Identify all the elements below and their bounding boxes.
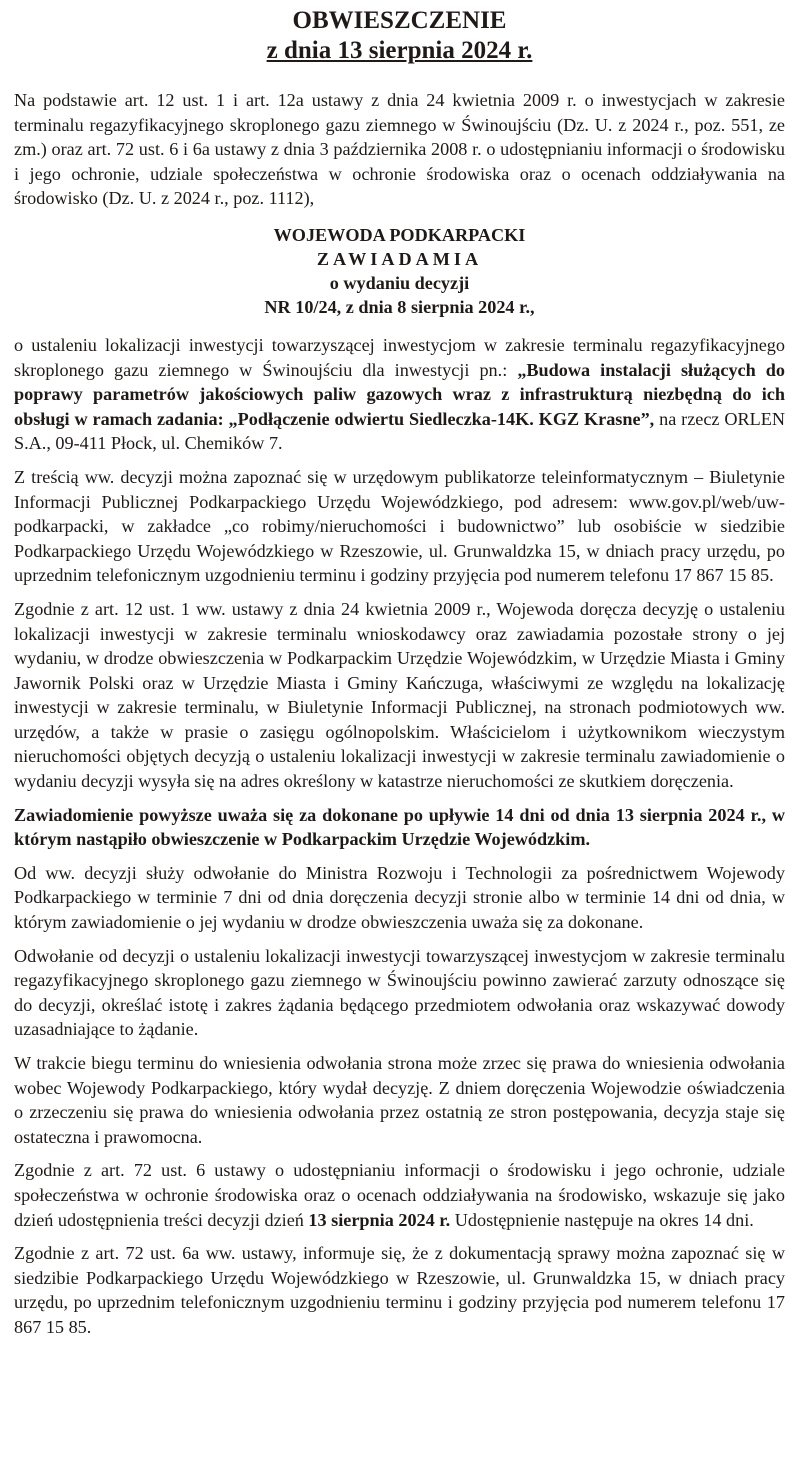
access-paragraph: Z treścią ww. decyzji można zapoznać się w urzędowym publikatorze teleinformatycznym – Biuletynie Informacji Publicznej Podkarpackiego Urzędu Wojewódzkiego, pod adresem: www.gov.pl/web/uw-podkarpacki, w zakładce „co robimy/nieruchomości i budownictwo” lub osobiście w siedzibie Podkarpackiego Urzędu Wojewódzkiego w Rzeszowie, ul. Grunwaldzka 15, w dniach pracy urzędu, po uprzednim telefonicznym uzgodnieniu terminu i godziny przyjęcia pod numerem telefonu 17 867 15 85. bbox=[14, 466, 785, 586]
decision-subject-text: o ustaleniu lokalizacji inwestycji towarzyszącej inwestycjom w zakresie terminalu regazyfikacyjnego skroplonego gazu ziemnego w Świnoujściu dla inwestycji pn.: bbox=[14, 334, 785, 380]
decision-subject-paragraph bbox=[14, 333, 785, 456]
decision-issued-line: o wydaniu decyzji bbox=[329, 272, 470, 293]
legal-basis-paragraph: Na podstawie art. 12 ust. 1 i art. 12a ustawy z dnia 24 kwietnia 2009 r. o inwestycjach w zakresie terminalu regazyfikacyjnego skroplonego gazu ziemnego w Świnoujściu (Dz. U. z 2024 r., poz. 551, ze zm.) oraz art. 72 ust. 6 i 6a ustawy z dnia 3 października 2008 r. o udostępnianiu informacji o środowisku i jego ochronie, udziale społeczeństwa w ochronie środowiska oraz o ocenach oddziaływania na środowisko (Dz. U. z 2024 r., poz. 1112), bbox=[14, 90, 785, 209]
availability-period-text: Udostępnienie następuje na okres 14 dni. bbox=[450, 1209, 754, 1230]
authority-name: WOJEWODA PODKARPACKI bbox=[273, 224, 526, 245]
availability-date: 13 sierpnia 2024 r. bbox=[308, 1209, 451, 1230]
announces-heading: ZAWIADAMIA bbox=[316, 248, 483, 269]
art72-6-text: Zgodnie z art. 72 ust. 6 ustawy o udostępnianiu informacji o środowisku i jego ochronie, udziale społeczeństwa w ochronie środowiska oraz o ocenach oddziaływania na środowisko, wskazuje się jako dzień udostępnienia treści decyzji dzień bbox=[14, 1160, 785, 1230]
notice-effective-text: Zawiadomienie powyższe uważa się za dokonane po upływie 14 dni od dnia 13 sierpnia 2024 r., w którym nastąpiło obwieszczenie w Podkarpackim Urzędzie Wojewódzkim. bbox=[14, 804, 785, 850]
appeal-paragraph: Od ww. decyzji służy odwołanie do Ministra Rozwoju i Technologii za pośrednictwem Wojewody Podkarpackiego w terminie 7 dni od dnia doręczenia decyzji stronie albo w terminie 14 dni od dnia, w którym zawiadomienie o jej wydaniu w drodze obwieszczenia uważa się za dokonane. bbox=[14, 862, 785, 933]
document-date: z dnia 13 sierpnia 2024 r. bbox=[266, 37, 533, 64]
art72-6a-paragraph: Zgodnie z art. 72 ust. 6a ww. ustawy, informuje się, że z dokumentacją sprawy można zapoznać się w siedzibie Podkarpackiego Urzędu Wojewódzkiego w Rzeszowie, ul. Grunwaldzka 15, w dniach pracy urzędu, po uprzednim telefonicznym uzgodnieniu terminu i godziny przyjęcia pod numerem telefonu 17 867 15 85. bbox=[14, 1243, 785, 1337]
waiver-paragraph: W trakcie biegu terminu do wniesienia odwołania strona może zrzec się prawa do wniesienia odwołania wobec Wojewody Podkarpackiego, który wydał decyzję. Z dniem doręczenia Wojewodzie oświadczenia o zrzeczeniu się prawa do wniesienia odwołania przez ostatnią ze stron postępowania, decyzja staje się ostateczna i prawomocna. bbox=[14, 1053, 785, 1147]
notice-effective-paragraph bbox=[14, 803, 785, 852]
document-title: OBWIESZCZENIE bbox=[292, 7, 507, 34]
art72-6-paragraph bbox=[14, 1158, 785, 1232]
appeal-content-paragraph: Odwołanie od decyzji o ustaleniu lokalizacji inwestycji towarzyszącej inwestycjom w zakresie terminalu regazyfikacyjnego skroplonego gazu ziemnego w Świnoujściu powinno zawierać zarzuty odnoszące się do decyzji, określać istotę i zakres żądania będącego przedmiotem odwołania oraz wskazywać dowody uzasadniające to żądanie. bbox=[14, 945, 785, 1040]
investment-name: „Budowa instalacji służących do poprawy parametrów jakościowych paliw gazowych wraz z infrastrukturą niezbędną do ich obsługi w ramach zadania: „Podłączenie odwiertu Siedleczka-14K. KGZ Krasne”, bbox=[14, 359, 786, 429]
decision-number: NR 10/24, z dnia 8 sierpnia 2024 r., bbox=[264, 296, 535, 317]
authority-block bbox=[14, 223, 785, 319]
delivery-paragraph: Zgodnie z art. 12 ust. 1 ww. ustawy z dnia 24 kwietnia 2009 r., Wojewoda doręcza decyzję o ustaleniu lokalizacji inwestycji w zakresie terminalu wnioskodawcy oraz zawiadamia pozostałe strony o jej wydaniu, w drodze obwieszczenia w Podkarpackim Urzędzie Wojewódzkim, w Urzędzie Miasta i Gminy Jawornik Polski oraz w Urzędzie Miasta i Gminy Kańczuga, właściwymi ze względu na lokalizację inwestycji w zakresie terminalu, w Biuletynie Informacji Publicznej, na stronach podmiotowych ww. urzędów, a także w prasie o zasięgu ogólnopolskim. Właścicielom i użytkownikom wieczystym nieruchomości objętych decyzją o ustaleniu lokalizacji inwestycji w zakresie terminalu zawiadomienie o wydaniu decyzji wysyła się na adres określony w katastrze nieruchomości ze skutkiem doręczenia. bbox=[14, 598, 785, 792]
investor-text: na rzecz ORLEN S.A., 09-411 Płock, ul. Chemików 7. bbox=[14, 408, 785, 454]
